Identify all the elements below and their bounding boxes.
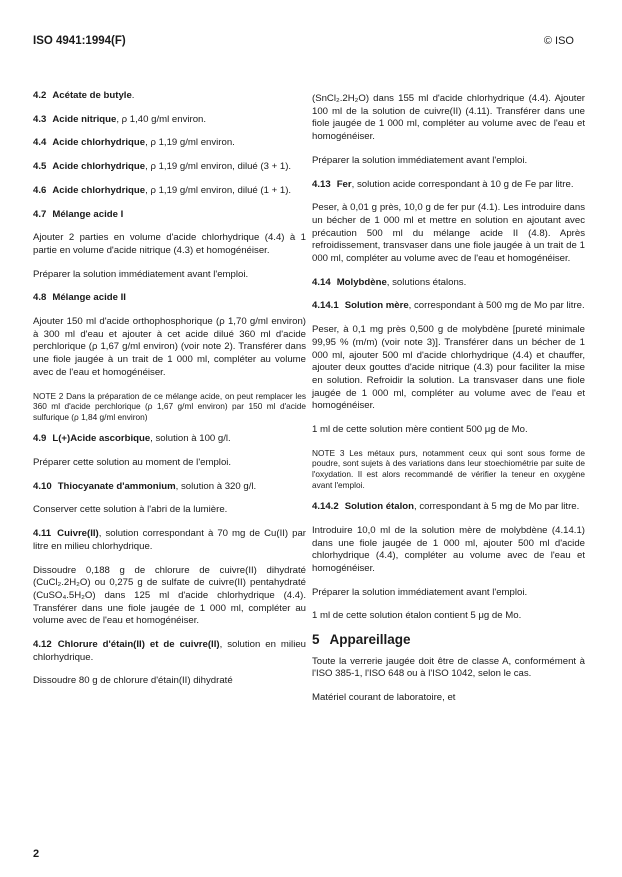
clause-heading: [312, 501, 585, 514]
clause-number: 4.5: [33, 161, 47, 173]
note-paragraph: NOTE 2 Dans la préparation de ce mélange acide, on peut remplacer les 360 ml d'acide perchlorique (ρ 1,67 g/ml environ) par 150 ml d'acide sulfurique (ρ 1,84 g/ml environ): [33, 390, 306, 422]
clause-text: , solution à 100 g/l.: [150, 433, 231, 445]
clause-title: Solution étalon: [344, 501, 414, 513]
clause-number: 4.12: [33, 639, 52, 651]
body-paragraph: Peser, à 0,1 mg près 0,500 g de molybdène [pureté minimale 99,95 % (m/m) (voir note 3)]. Transférer dans un bécher de 1 000 ml, ajouter 500 ml d'acide chlorhydrique (4.4) et chauffer, ajouter deux gouttes d'acide nitrique (4.3) pour faciliter la mise en solution. Refroidir la solution. La transvaser dans une fiole jaugée de 1 000 ml, compléter au volume avec de l'eau et homogénéiser.: [312, 324, 585, 412]
clause-heading: [33, 433, 306, 446]
clause-number: 4.3: [33, 113, 47, 125]
clause-text: , ρ 1,40 g/ml environ.: [116, 113, 207, 125]
body-paragraph: Peser, à 0,01 g près, 10,0 g de fer pur (4.1). Les introduire dans un bécher de 1 000 ml et mettre en solution en ajoutant avec précaution 500 ml du mélange acide II (4.8). Après refroidissement, transvaser dans une fiole jaugée à un trait de 1 000 ml, compléter au volume avec de l'eau et homogénéiser.: [312, 202, 585, 265]
clause-title: Acide chlorhydrique: [52, 161, 146, 173]
body-paragraph: Préparer la solution immédiatement avant l'emploi.: [312, 154, 528, 166]
clause-text: , ρ 1,19 g/ml environ.: [145, 137, 235, 149]
clause-text: , solutions étalons.: [386, 276, 467, 288]
body-paragraph: 1 ml de cette solution étalon contient 5 μg de Mo.: [312, 610, 522, 622]
clause-text: , solution acide correspondant à 10 g de Fe par litre.: [351, 178, 574, 190]
clause-number: 4.2: [33, 90, 47, 101]
clause-title: Acétate de butyle: [52, 90, 132, 101]
body-paragraph: Préparer la solution immédiatement avant l'emploi.: [33, 268, 249, 280]
clause-number: 4.13: [312, 178, 331, 190]
clause-heading: [312, 179, 585, 192]
clause-number: 4.4: [33, 137, 47, 149]
page-number: 2: [33, 848, 40, 860]
clause-number: 4.9: [33, 433, 47, 445]
note-paragraph: NOTE 3 Les métaux purs, notamment ceux qui sont sous forme de poudre, sont sujets à des variations dans leur stoechiométrie par suite de l'oxydation. Il est alors recommandé de vérifier la teneur en oxygène avant l'emploi.: [312, 447, 585, 490]
left-column: [33, 90, 306, 699]
body-paragraph: Préparer la solution immédiatement avant l'emploi.: [312, 586, 528, 598]
clause-heading: [33, 90, 306, 103]
clause-title: Cuivre(II): [57, 528, 99, 540]
clause-heading: [312, 277, 585, 290]
clause-title: Mélange acide I: [52, 208, 124, 220]
section-title: Appareillage: [329, 632, 411, 648]
clause-text: , correspondant à 500 mg de Mo par litre.: [408, 300, 585, 312]
body-paragraph: Introduire 10,0 ml de la solution mère de molybdène (4.14.1) dans une fiole jaugée de 1 000 ml, ajouter 500 ml d'acide chlorhydrique (4.4), compléter au volume avec de l'eau et homogénéiser.: [312, 524, 585, 574]
clause-number: 4.14: [312, 276, 331, 288]
clause-text: , ρ 1,19 g/ml environ, dilué (3 + 1).: [145, 161, 292, 173]
clause-heading: [33, 137, 306, 150]
body-paragraph: Dissoudre 80 g de chlorure d'étain(II) dihydraté: [33, 675, 233, 687]
clause-text: , correspondant à 5 mg de Mo par litre.: [413, 501, 580, 513]
clause-title: Mélange acide II: [52, 292, 126, 304]
clause-title: Thiocyanate d'ammonium: [57, 480, 176, 492]
clause-title: L(+)Acide ascorbique: [52, 433, 151, 445]
clause-heading: [33, 481, 306, 494]
clause-text: , ρ 1,19 g/ml environ, dilué (1 + 1).: [145, 184, 292, 196]
clause-text: , solution correspondant à 70 mg de Cu(II) par litre en milieu chlorhydrique.: [33, 528, 306, 552]
clause-number: 4.14.2: [312, 501, 339, 513]
clause-text: .: [131, 90, 135, 101]
clause-heading: [312, 300, 585, 313]
body-paragraph: Ajouter 2 parties en volume d'acide chlorhydrique (4.4) à 1 partie en volume d'acide nitrique (4.3) et homogénéiser.: [33, 232, 306, 256]
body-paragraph: Matériel courant de laboratoire, et: [312, 692, 456, 704]
clause-number: 4.14.1: [312, 300, 339, 312]
body-paragraph: Préparer cette solution au moment de l'emploi.: [33, 457, 232, 469]
clause-title: Molybdène: [336, 276, 387, 288]
clause-number: 4.11: [33, 528, 52, 540]
section-number: 5: [312, 632, 320, 648]
right-column: [312, 93, 585, 716]
clause-heading: [33, 161, 306, 174]
clause-heading: [33, 292, 306, 305]
clause-title: Solution mère: [344, 300, 409, 312]
clause-heading: [33, 209, 306, 222]
body-paragraph: Toute la verrerie jaugée doit être de classe A, conformément à l'ISO 385-1, l'ISO 648 ou à l'ISO 1042, selon le cas.: [312, 655, 585, 680]
body-paragraph: Ajouter 150 ml d'acide orthophosphorique (ρ 1,70 g/ml environ) à 300 ml d'eau et ajouter à cet acide dilué 360 ml d'acide perchlorique (ρ 1,67 g/ml environ) (voir note 2). Transférer dans une fiole jaugée à un trait de 1 000 ml, compléter au volume avec de l'eau et homogénéiser.: [33, 316, 306, 378]
body-paragraph: Conserver cette solution à l'abri de la lumière.: [33, 504, 228, 516]
standard-reference: ISO 4941:1994(F): [33, 35, 126, 47]
copyright-mark: © ISO: [543, 35, 574, 47]
clause-title: Acide chlorhydrique: [52, 184, 146, 196]
clause-heading: [33, 639, 306, 664]
clause-title: Acide chlorhydrique: [52, 137, 146, 149]
body-paragraph: 1 ml de cette solution mère contient 500 μg de Mo.: [312, 424, 528, 436]
clause-number: 4.10: [33, 480, 52, 492]
body-paragraph: (SnCl₂.2H₂O) dans 155 ml d'acide chlorhydrique (4.4). Ajouter 100 ml de la solution de cuivre(II) (4.11). Transférer dans une fiole jaugée de 1 000 ml, compléter au volume avec de l'eau et homogénéiser.: [312, 93, 585, 143]
body-paragraph: Dissoudre 0,188 g de chlorure de cuivre(II) dihydraté (CuCl₂.2H₂O) ou 0,275 g de sulfate de cuivre(II) pentahydraté (CuSO₄.5H₂O) dans 125 ml d'acide chlorhydrique (4.4). Transférer dans une fiole jaugée de 1 000 ml, compléter au volume avec de l'eau et homogénéiser.: [33, 564, 306, 627]
clause-heading: [33, 528, 306, 553]
clause-heading: [33, 114, 306, 127]
section-heading: [312, 634, 585, 647]
clause-title: Chlorure d'étain(II) et de cuivre(II): [57, 639, 220, 651]
clause-text: , solution à 320 g/l.: [175, 480, 257, 492]
clause-title: Fer: [336, 178, 352, 190]
clause-number: 4.6: [33, 184, 47, 196]
clause-title: Acide nitrique: [52, 113, 117, 125]
clause-number: 4.8: [33, 292, 47, 304]
clause-heading: [33, 185, 306, 198]
clause-number: 4.7: [33, 208, 47, 220]
clause-text: , solution en milieu chlorhydrique.: [33, 639, 306, 663]
